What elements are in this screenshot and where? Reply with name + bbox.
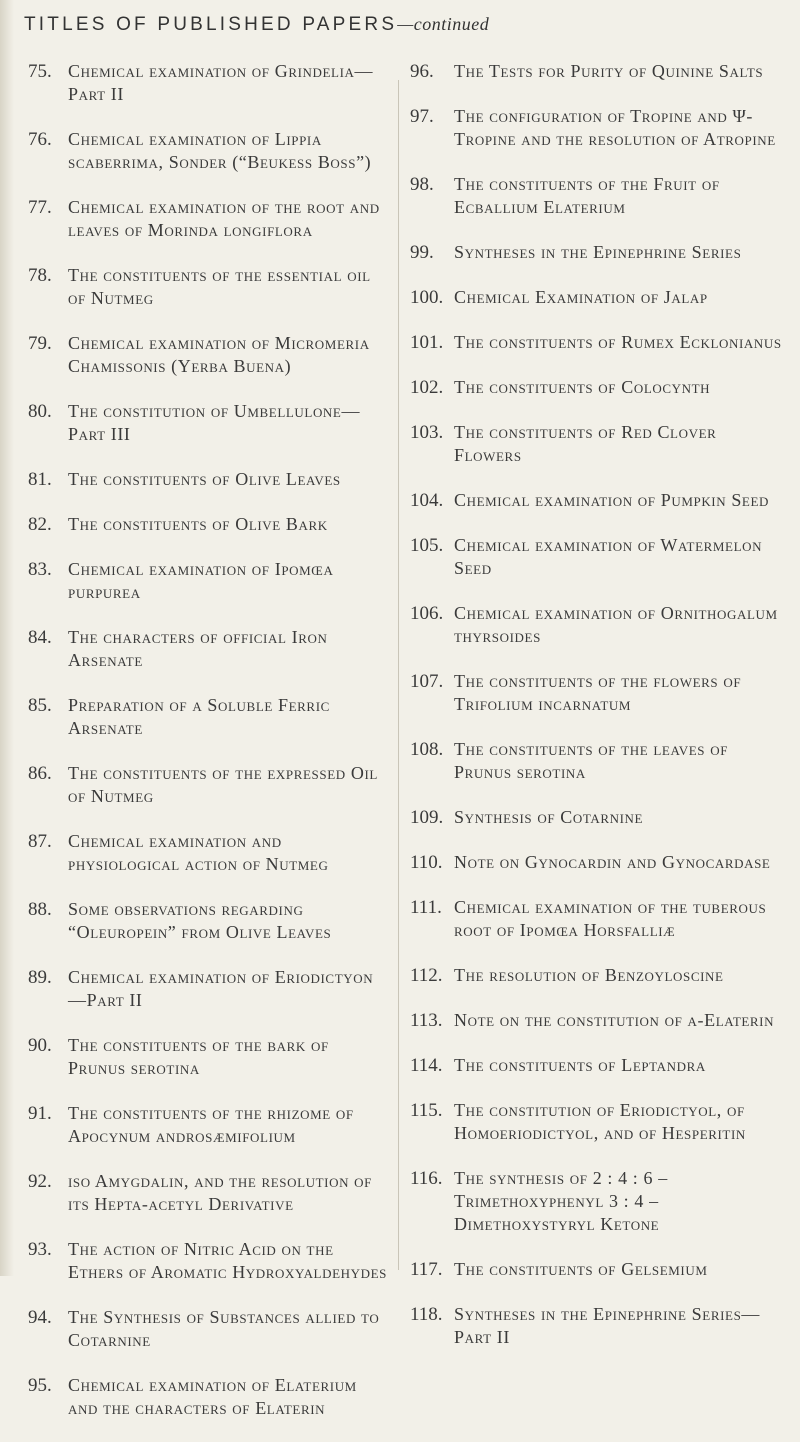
paper-entry [410,670,782,716]
paper-title: The action of Nitric Acid on the Ethers of Aromatic Hydroxyaldehydes [68,1239,387,1282]
paper-number: 106. [410,603,444,624]
paper-entry [410,964,782,987]
paper-number: 102. [410,377,444,398]
paper-entry [28,332,388,378]
paper-entry [410,331,782,354]
paper-entry [410,241,782,264]
paper-title: The constituents of Leptandra [454,1055,706,1075]
paper-number: 88. [28,899,52,920]
paper-entry [28,1374,388,1420]
paper-number: 85. [28,695,52,716]
paper-entry [410,421,782,467]
column-divider [398,80,399,1270]
paper-title: Chemical examination of Micromeria Chamissonis (Yerba Buena) [68,333,370,376]
paper-title: Synthesis of Cotarnine [454,807,644,827]
paper-number: 109. [410,807,444,828]
paper-title: The constituents of Red Clover Flowers [454,422,717,465]
page-title: TITLES OF PUBLISHED PAPERS [24,14,398,35]
paper-number: 113. [410,1010,443,1031]
paper-number: 116. [410,1168,443,1189]
paper-number: 96. [410,61,434,82]
paper-title: Chemical examination of Lippia scaberrima, Sonder (“Beukess Boss”) [68,129,372,172]
paper-number: 89. [28,967,52,988]
paper-number: 84. [28,627,52,648]
paper-entry [410,896,782,942]
paper-title: Chemical examination of Pumpkin Seed [454,490,770,510]
paper-number: 107. [410,671,444,692]
paper-number: 90. [28,1035,52,1056]
paper-title: The constituents of Colocynth [454,377,711,397]
paper-entry [410,286,782,309]
paper-number: 99. [410,242,434,263]
paper-entry [28,264,388,310]
paper-entry [410,376,782,399]
paper-entry [410,173,782,219]
paper-number: 108. [410,739,444,760]
paper-entry [28,558,388,604]
paper-entry [28,1306,388,1352]
paper-number: 111. [410,897,442,918]
paper-number: 86. [28,763,52,784]
paper-number: 79. [28,333,52,354]
paper-entry [28,196,388,242]
paper-title: The constituents of Olive Leaves [68,469,341,489]
paper-number: 112. [410,965,443,986]
paper-title: The characters of official Iron Arsenate [68,627,328,670]
paper-entry [28,1102,388,1148]
paper-number: 101. [410,332,444,353]
paper-title: Chemical examination of Grindelia—Part II [68,61,374,104]
paper-entry [410,105,782,151]
paper-title: Note on the constitution of α-Elaterin [454,1010,775,1030]
paper-title: Syntheses in the Epinephrine Series—Part II [454,1304,760,1347]
paper-number: 103. [410,422,444,443]
paper-entry [410,602,782,648]
paper-title: The constitution of Umbellulone—Part III [68,401,361,444]
paper-number: 83. [28,559,52,580]
paper-title: The constituents of the essential oil of Nutmeg [68,265,371,308]
paper-number: 93. [28,1239,52,1260]
left-column [28,60,388,1442]
paper-title: The constituents of the flowers of Trifolium incarnatum [454,671,742,714]
paper-number: 95. [28,1375,52,1396]
paper-title: The configuration of Tropine and Ψ-Tropine and the resolution of Atropine [454,106,776,149]
paper-number: 78. [28,265,52,286]
paper-number: 92. [28,1171,52,1192]
paper-title: The constituents of Gelsemium [454,1259,708,1279]
paper-title: The constituents of the bark of Prunus serotina [68,1035,329,1078]
paper-entry [28,762,388,808]
paper-number: 98. [410,174,434,195]
paper-title: Some observations regarding “Oleuropein” from Olive Leaves [68,899,332,942]
paper-title: The resolution of Benzoyloscine [454,965,724,985]
paper-entry [28,1238,388,1284]
paper-number: 97. [410,106,434,127]
paper-number: 118. [410,1304,443,1325]
paper-entry [28,1034,388,1080]
paper-number: 87. [28,831,52,852]
paper-entry [28,1170,388,1216]
paper-title: The Synthesis of Substances allied to Cotarnine [68,1307,380,1350]
paper-entry [28,60,388,106]
paper-title: Chemical examination of Watermelon Seed [454,535,763,578]
paper-title: The Tests for Purity of Quinine Salts [454,61,764,81]
paper-title: Chemical examination of the root and leaves of Morinda longiflora [68,197,380,240]
paper-title: Chemical examination and physiological action of Nutmeg [68,831,329,874]
paper-entry [410,1167,782,1236]
paper-entry [28,966,388,1012]
paper-number: 115. [410,1100,443,1121]
paper-entry [28,626,388,672]
paper-number: 105. [410,535,444,556]
paper-title: Chemical examination of Elaterium and the characters of Elaterin [68,1375,357,1418]
paper-number: 94. [28,1307,52,1328]
paper-entry [28,400,388,446]
paper-entry [28,468,388,491]
paper-number: 110. [410,852,443,873]
right-column [410,60,782,1371]
paper-title: The constituents of the Fruit of Ecballium Elaterium [454,174,720,217]
paper-entry [28,898,388,944]
paper-entry [410,851,782,874]
paper-entry [410,1258,782,1281]
paper-entry [410,1009,782,1032]
paper-title: The constitution of Eriodictyol, of Homoeriodictyol, and of Hesperitin [454,1100,746,1143]
paper-number: 82. [28,514,52,535]
paper-title: Chemical Examination of Jalap [454,287,708,307]
paper-title: Preparation of a Soluble Ferric Arsenate [68,695,330,738]
paper-number: 91. [28,1103,52,1124]
page-title-continued: —continued [397,14,490,34]
paper-title: The synthesis of 2 : 4 : 6 – Trimethoxyphenyl 3 : 4 – Dimethoxystyryl Ketone [454,1168,668,1234]
paper-number: 104. [410,490,444,511]
paper-title: Chemical examination of Ornithogalum thyrsoides [454,603,778,646]
paper-entry [28,830,388,876]
paper-number: 77. [28,197,52,218]
paper-entry [410,534,782,580]
paper-number: 76. [28,129,52,150]
paper-entry [28,513,388,536]
paper-entry [410,806,782,829]
paper-number: 75. [28,61,52,82]
paper-number: 81. [28,469,52,490]
paper-title: The constituents of Rumex Ecklonianus [454,332,782,352]
page-header [24,14,784,36]
paper-title: Chemical examination of Eriodictyon—Part II [68,967,374,1010]
paper-number: 114. [410,1055,443,1076]
paper-number: 100. [410,287,444,308]
paper-title: Chemical examination of Ipomœa purpurea [68,559,334,602]
page-gutter-shadow [0,0,14,1276]
paper-title: The constituents of the rhizome of Apocynum androsæmifolium [68,1103,354,1146]
paper-entry [410,1303,782,1349]
paper-entry [410,489,782,512]
paper-entry [28,694,388,740]
paper-title: The constituents of the leaves of Prunus serotina [454,739,729,782]
paper-number: 117. [410,1259,443,1280]
paper-entry [410,1054,782,1077]
paper-number: 80. [28,401,52,422]
paper-entry [410,738,782,784]
paper-title: The constituents of Olive Bark [68,514,328,534]
paper-entry [410,1099,782,1145]
paper-title: Note on Gynocardin and Gynocardase [454,852,771,872]
paper-title: The constituents of the expressed Oil of Nutmeg [68,763,378,806]
paper-title: Chemical examination of the tuberous root of Ipomœa Horsfalliæ [454,897,767,940]
paper-title: iso Amygdalin, and the resolution of its Hepta-acetyl Derivative [68,1171,372,1214]
paper-title: Syntheses in the Epinephrine Series [454,242,742,262]
paper-entry [28,128,388,174]
paper-entry [410,60,782,83]
